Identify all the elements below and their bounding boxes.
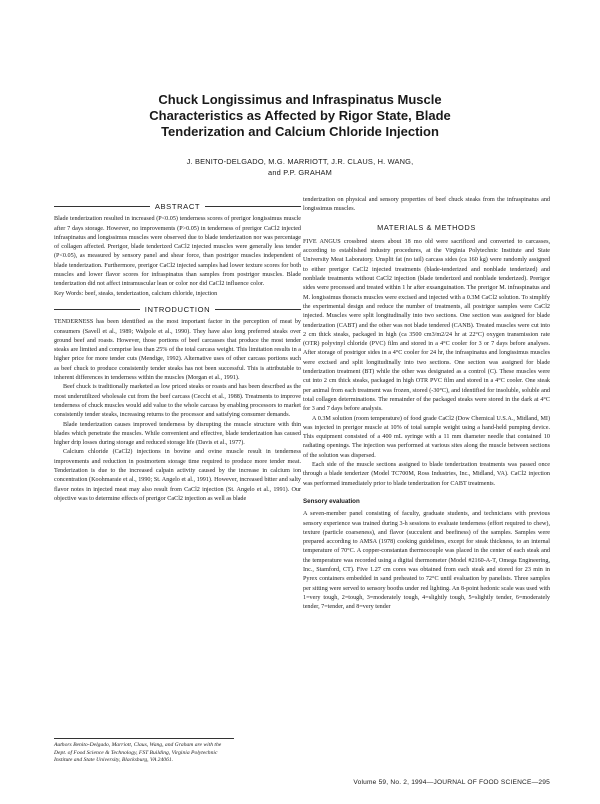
abstract-text: Blade tenderization resulted in increased (P<0.05) tenderness scores of prerigor longissimus muscle after 7 days storage. However, no improvements (P>0.05) in tenderness of prerigor CaCl2 injected infraspinatus and longissimus muscles were observed due to blade tenderization nor was percentage of collagen affected. Prerigor, blade tenderized CaCl2 injected muscles were generally less tender (P<0.05), as measured by sensory panel and shear force, than postrigor muscles independent of blade tenderization. Furthermore, prerigor CaCl2 injected samples had lower texture scores for both muscles and lower flavor scores for infraspinatus than samples from postrigor muscles. Blade tenderization did not affect intramuscular lean or color nor did CaCl2 influence color. — [54, 216, 301, 288]
paragraph: Blade tenderization causes improved tenderness by disrupting the muscle structure with thin blades which penetrate the muscles. While convenient and effective, blade tenderization has caused higher drip losses during storage and reduced storage life (Davis et al., 1977). — [54, 421, 301, 447]
introduction-heading — [54, 305, 301, 314]
journal-footer: Volume 59, No. 2, 1994—JOURNAL OF FOOD SCIENCE—295 — [353, 779, 550, 786]
author-affiliation-footnote: Authors Benito-Delgado, Marriott, Claus, Wang, and Graham are with the Dept. of Food Science & Technology, FST Building, Virginia Polytechnic Institute and State University, Blacksburg, VA 24061. — [54, 738, 234, 765]
title-line: Characteristics as Affected by Rigor State, Blade — [149, 108, 451, 123]
paragraph: A seven-member panel consisting of faculty, graduate students, and technicians with previous sensory experience was trained during 3-h sessions to evaluate tenderness (effort required to chew), texture (particle coarseness), and flavor (succulent and beefiness) of the samples. Samples were prepared according to AMSA (1978) cooking guidelines, except for steak thickness, to an internal temperature of 70°C. A copper-constantan thermocouple was placed in the center of each steak and the temperature was recorded using a digital thermometer (Model #2160-A-T, Omega Engineering, Inc., Stamford, CT). Five 1.27 cm cores was obtained from each steak and stored for 23 min in Pyrex containers embedded in sand preheated to 72°C until evaluation by panelists. Three samples per sitting were served to sensory booths under red lighting. An 8-point hedonic scale was used with 1=very tough, 2=tough, 3=moderately tough, 4=slightly tough, 5=slightly tender, 6=moderately tender, 7=tender, and 8=very tender — [303, 511, 550, 611]
left-column — [54, 196, 301, 504]
heading-rule — [215, 309, 301, 310]
author-line: J. BENITO-DELGADO, M.G. MARRIOTT, J.R. CLAUS, H. WANG, — [186, 157, 414, 166]
paragraph: FIVE ANGUS crossbred steers about 18 mo old were sacrificed and converted to carcasses, according to established industry procedures, at the Virginia Polytechnic Institute and State University Meat Laboratory. Unsplit fat (no tail) carcass sides (ca 160 kg) were randomly assigned to either prerigor CaCl2 injected treatments (blade-tenderized and nonblade tenderized) and nonblade treatments without CaCl2 injection (blade tenderized and nonblade tenderized). Prerigor sides were processed and treated within 1 hr after exsanguination. The prerigor M. infraspinatus and M. longissimus thoracis muscles were excised and injected with a 0.3M CaCl2 solution. To simplify the experimental design and reduce the number of treatments, all postrigor samples were CaCl2 injected. Muscles were split longitudinally into two sections. One section was assigned for blade tenderization (CABT) and the other was not blade tendered (CANB). Treated muscles were cut into 2 cm thick steaks, packaged in high (ca 3500 cm3/m2/24 hr at 22°C) oxygen transmission rate (OTR) polyvinyl chloride (PVC) film and stored in a 4°C cooler for 3 or 7 days before analyses. After storage of postrigor sides in a 4°C cooler for 24 hr, the infraspinatus and longissimus muscles were excised and split longitudinally into two sections. One section was assigned for blade tenderization treatment (BT) while the other was designated as a control (C). These muscles were cut into 2 cm thick steaks, packaged in high OTR PVC film and stored in a 4°C cooler. One steak per animal from each treatment was frozen, stored (-30°C), and identified for insoluble, soluble and total collagen determinations. The remainder of the packaged steaks were stored in the dark at 4°C for 3 and 7 days before analysis. — [303, 238, 550, 413]
paragraph: A 0.3M solution (room temperature) of food grade CaCl2 (Dow Chemical U.S.A., Midland, MI) was injected in prerigor muscle at 10% of total sample weight using a hand-held pumping device. This equipment consisted of a 400 mL syringe with a 11 mm diameter needle that contained 10 radiating openings. The injection was performed at various sites along the muscle between sections of the solution was dispersed. — [303, 415, 550, 459]
methods-heading: MATERIALS & METHODS — [377, 222, 476, 232]
right-column — [303, 196, 550, 612]
author-line: and P.P. GRAHAM — [268, 168, 332, 177]
heading-rule — [205, 206, 301, 207]
article-title — [60, 92, 540, 140]
title-line: Chuck Longissimus and Infraspinatus Muscle — [158, 92, 442, 107]
paragraph: Each side of the muscle sections assigned to blade tenderization treatments was passed once through a blade tenderizer (Model TC700M, Ross Industries, Inc., Midland, VA). CaCl2 injection was performed immediately prior to blade tenderization for CABT treatments. — [303, 462, 550, 487]
sensory-evaluation-subheading: Sensory evaluation — [303, 497, 360, 505]
paragraph: TENDERNESS has been identified as the most important factor in the perception of meat by consumers (Savell et al., 1989; Walpole et al., 1990). They have also long preferred steaks over ground beef and roasts. However, those portions of beef carcasses that produce the most tender steaks are limited and comprise less than 25% of the total carcass weight. This limitation results in a higher price for more tender cuts (Mendige, 1992). Alternative uses of other carcass portions such as beef chuck to produce consistently tender steaks has not been successful. This is attributable to inherent differences in tenderness within the muscles (Morgan et al., 1991). — [54, 319, 301, 382]
paragraph: tenderization on physical and sensory properties of beef chuck steaks from the infraspinatus and longissimus muscles. — [303, 197, 550, 213]
heading-rule — [54, 309, 140, 310]
paragraph: Beef chuck is traditionally marketed as low priced steaks or roasts and has been described as the most underutilized wholesale cut from the beef carcass (Cecchi et al., 1988). Treatments to improve tenderness of chuck muscles would add value to the whole carcass by enabling processors to market consistently tender steaks, increasing returns to the processor and satisfying consumer demands. — [54, 384, 301, 419]
author-list — [150, 156, 450, 178]
introduction-heading-text: INTRODUCTION — [144, 304, 211, 314]
abstract-heading-text: ABSTRACT — [154, 202, 201, 211]
title-line: Tenderization and Calcium Chloride Injection — [161, 124, 439, 139]
keywords: Key Words: beef, steaks, tenderization, calcium chloride, injection — [54, 290, 218, 297]
paragraph: Calcium chloride (CaCl2) injections in bovine and ovine muscle result in tenderness improvements and reduction in postmortem storage time required to produce more tender meat. Tenderization is due to the increased calpain activity caused by the increase in calcium ion concentration (Koohmaraie et al., 1990; St. Angelo et al., 1991). However, increased bitter and salty flavor notes in injected meat may also result from CaCl2 injection (St. Angelo et al., 1991). Our objective was to determine effects of prerigor CaCl2 injection as well as blade — [54, 449, 301, 502]
heading-rule — [54, 206, 150, 207]
abstract-heading — [54, 202, 301, 211]
